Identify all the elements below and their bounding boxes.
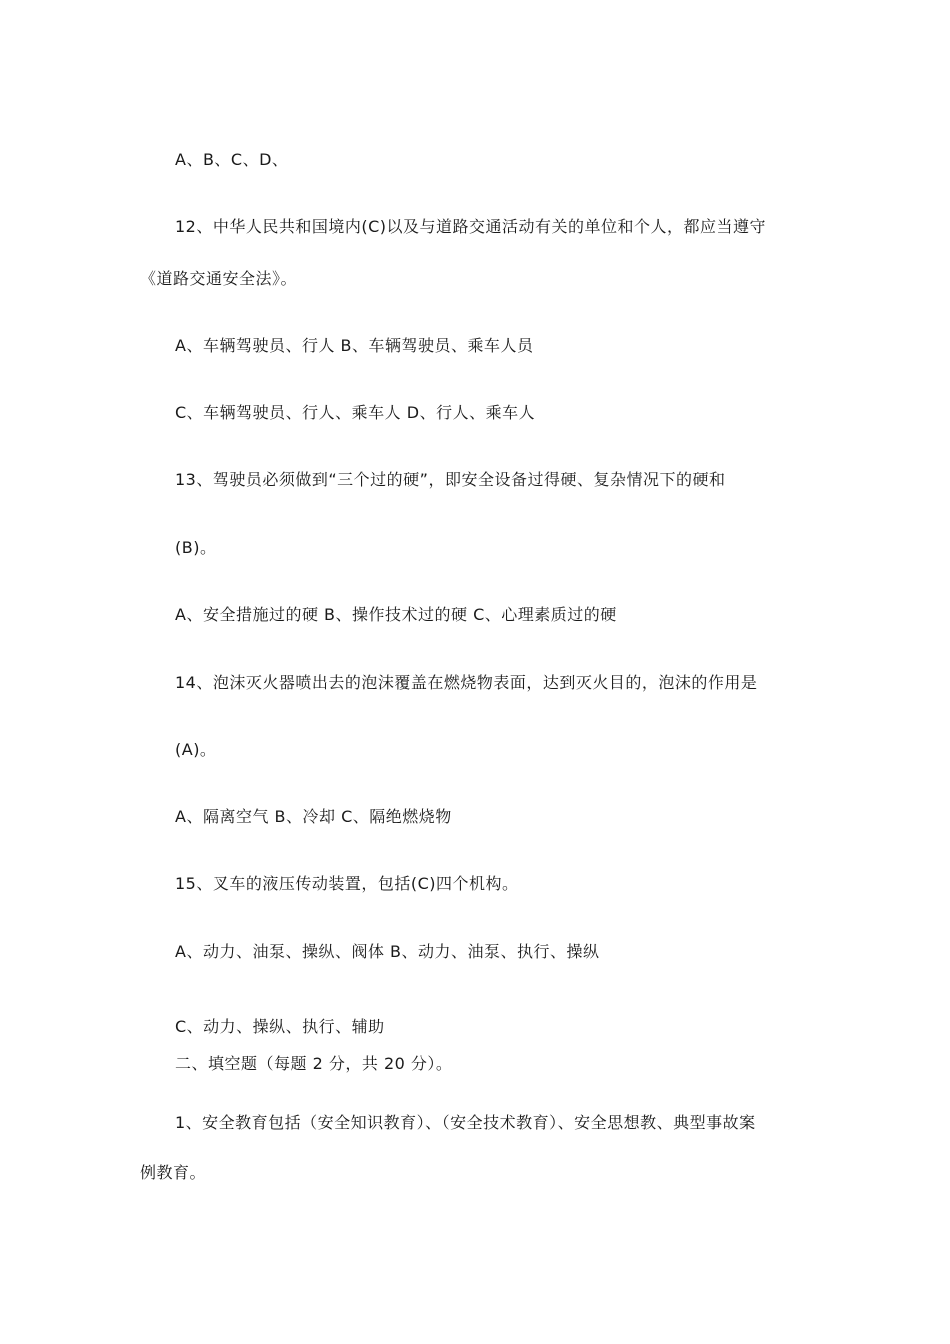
fill-q1-line-2: 例教育。 <box>140 1163 207 1182</box>
q13-options-line: A、安全措施过的硬 B、操作技术过的硬 C、心理素质过的硬 <box>175 605 617 624</box>
q15-question-line: 15、叉车的液压传动装置，包括(C)四个机构。 <box>175 874 519 893</box>
q11-options-line: A、B、C、D、 <box>175 150 289 169</box>
q14-options-line: A、隔离空气 B、冷却 C、隔绝燃烧物 <box>175 807 452 826</box>
q12-options-line-2: C、车辆驾驶员、行人、乘车人 D、行人、乘车人 <box>175 403 536 422</box>
q15-options-line-2: C、动力、操纵、执行、辅助 <box>175 1017 385 1036</box>
q12-options-line-1: A、车辆驾驶员、行人 B、车辆驾驶员、乘车人员 <box>175 336 534 355</box>
q14-question-line-1: 14、泡沫灭火器喷出去的泡沫覆盖在燃烧物表面，达到灭火目的，泡沫的作用是 <box>175 673 758 692</box>
q15-options-line-1: A、动力、油泵、操纵、阀体 B、动力、油泵、执行、操纵 <box>175 942 600 961</box>
q13-question-line-2: (B)。 <box>175 538 217 557</box>
fill-q1-line-1: 1、安全教育包括（安全知识教育）、（安全技术教育）、安全思想教、典型事故案 <box>175 1113 756 1132</box>
q13-question-line-1: 13、驾驶员必须做到“三个过的硬”，即安全设备过得硬、复杂情况下的硬和 <box>175 470 726 489</box>
section-heading-fill-in-blank: 二、填空题（每题 2 分，共 20 分）。 <box>175 1054 453 1073</box>
q14-question-line-2: (A)。 <box>175 740 217 759</box>
q12-question-line-2: 《道路交通安全法》。 <box>140 269 298 288</box>
q12-question-line-1: 12、中华人民共和国境内(C)以及与道路交通活动有关的单位和个人，都应当遵守 <box>175 217 767 236</box>
